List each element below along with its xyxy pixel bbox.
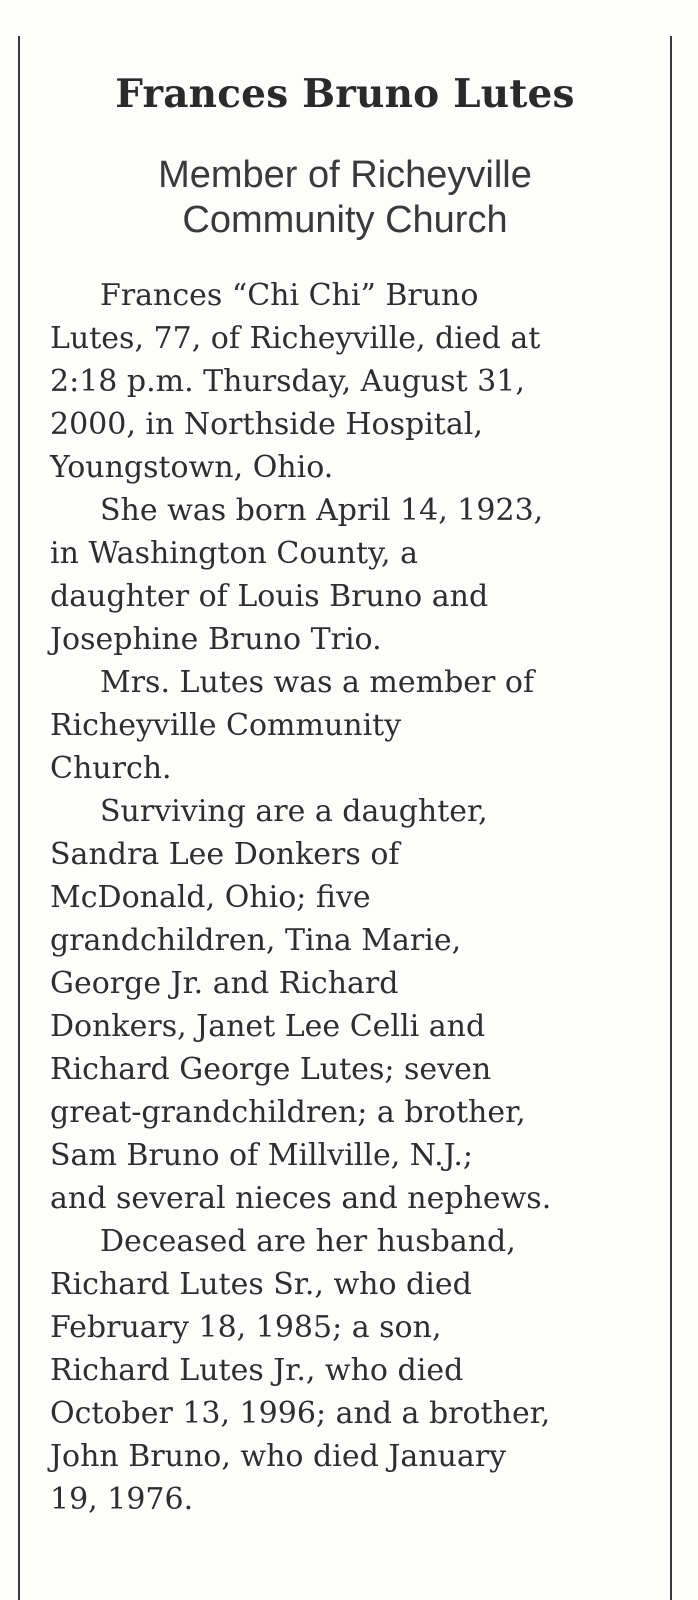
body-line: Frances “Chi Chi” Bruno	[100, 278, 479, 313]
body-line: February 18, 1985; a son,	[50, 1310, 442, 1345]
body-line: daughter of Louis Bruno and	[50, 579, 489, 614]
body-line: Youngstown, Ohio.	[50, 450, 334, 485]
subhead-line-1: Member of Richeyville	[158, 154, 532, 196]
body-line: Richard George Lutes; seven	[50, 1052, 492, 1087]
body-line: October 13, 1996; and a brother,	[50, 1396, 551, 1431]
body-line: McDonald, Ohio; five	[50, 880, 371, 915]
body-line: in Washington County, a	[50, 536, 419, 571]
body-line: 2:18 p.m. Thursday, August 31,	[50, 364, 525, 399]
column-rule-right	[670, 36, 672, 1600]
body-line: Josephine Bruno Trio.	[50, 622, 382, 657]
body-line: 2000, in Northside Hospital,	[50, 407, 483, 442]
body-line: 19, 1976.	[50, 1482, 194, 1517]
body-line: Mrs. Lutes was a member of	[100, 665, 535, 700]
body-line: Richard Lutes Jr., who died	[50, 1353, 464, 1388]
body-line: She was born April 14, 1923,	[100, 493, 544, 528]
body-line: grandchildren, Tina Marie,	[50, 923, 462, 958]
body-line: Deceased are her husband,	[100, 1224, 516, 1259]
obituary-body	[50, 274, 668, 1521]
body-line: Surviving are a daughter,	[100, 794, 488, 829]
body-line: Richeyville Community	[50, 708, 402, 743]
body-line: George Jr. and Richard	[50, 966, 399, 1001]
body-line: and several nieces and nephews.	[50, 1181, 552, 1216]
body-line: great-grandchildren; a brother,	[50, 1095, 526, 1130]
body-line: Lutes, 77, of Richeyville, died at	[50, 321, 541, 356]
body-line: Sam Bruno of Millville, N.J.;	[50, 1138, 474, 1173]
body-line: Church.	[50, 751, 172, 786]
obituary-column	[20, 0, 670, 1600]
obituary-headline: Frances Bruno Lutes	[115, 71, 575, 117]
subhead-line-2: Community Church	[182, 199, 508, 241]
body-line: John Bruno, who died January	[50, 1439, 507, 1474]
body-line: Sandra Lee Donkers of	[50, 837, 400, 872]
body-line: Richard Lutes Sr., who died	[50, 1267, 472, 1302]
body-line: Donkers, Janet Lee Celli and	[50, 1009, 486, 1044]
obituary-subhead	[20, 153, 670, 243]
